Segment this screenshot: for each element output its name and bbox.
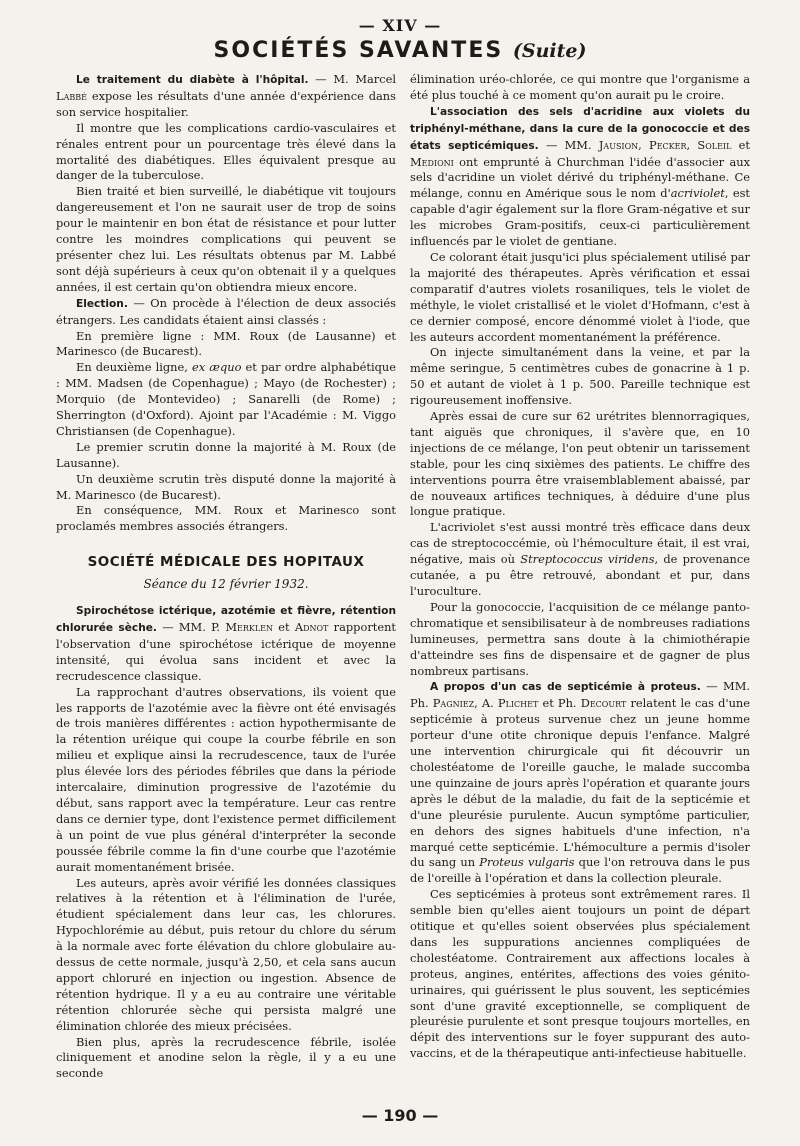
paragraph: Bien traité et bien surveillé, le diabétique vit toujours dangereusement et l'on ne saurait user de trop de soins pour le maintenir en bon état de résistance et pour lutter contre les moindres complications qui peuvent se présenter chez lui. Les résultats obtenus par M. Labbé sont déjà supérieurs à ceux qu'on obtenait il y a quelques années, il est certain qu'on obtiendra mieux encore. <box>56 184 396 294</box>
author-name: Merklen <box>225 620 273 634</box>
paragraph: Ces septicémies à proteus sont extrêmement rares. Il semble bien qu'elles aient toujours un point de départ otitique et qu'elles soient observées plus spécialement dans les suppurations anciennes compliquées de cholestéatome. Contrairement aux affections locales à proteus, angines, entérites, affections des voies génito-urinaires, qui guérissent le plus souvent, les septicémies sont d'une gravité exceptionnelle, se compliquent de pleurésie purulente et sont presque toujours mortelles, en dépit des interventions sur le foyer suppurant des auto-vaccins, et de la thérapeutique anti-infectieuse habituelle. <box>410 887 750 1061</box>
header-title: SOCIÉTÉS SAVANTES <box>213 38 504 63</box>
paragraph: Le premier scrutin donne la majorité à M. Roux (de Lausanne). <box>56 439 396 470</box>
paragraph: L'acriviolet s'est aussi montré très efficace dans deux cas de streptococcémie, où l'hémoculture était, il est vrai, négative, mais où Streptococcus viridens, de provenance cutanée, a pu être retrouvé, abondant et pur, dans l'uroculture. <box>410 520 750 598</box>
paragraph: En deuxième ligne, ex æquo et par ordre alphabétique : MM. Madsen (de Copenhague) ; Mayo (de Rochester) ; Morquio (de Montevideo) ; Sanarelli (de Rome) ; Sherrington (d'Oxford). Ajoint par l'Académie : M. Viggo Christiansen (de Copenhague). <box>56 360 396 438</box>
author-name: Labbé <box>56 88 87 103</box>
author-name: Adnot <box>294 620 329 634</box>
author-name: Pagniez, A. Plichet <box>432 696 539 711</box>
paragraph: Bien plus, après la recrudescence fébrile, isolée cliniquement et anodine selon la règle, il y a eu une seconde <box>56 1034 396 1081</box>
header-suite: (Suite) <box>512 40 587 62</box>
paragraph: Pour la gonococcie, l'acquisition de ce mélange panto-chromatique et sensibilisateur à de nombreuses radiations lumineuses, permettra sans doute à la chimiothérapie d'atteindre ses fins de dispensaire et de gagner de plus nombreux partisans. <box>410 599 750 678</box>
article-diabete: Le traitement du diabète à l'hôpital. — M. Marcel Labbé expose les résultats d'une année d'expérience dans son service hospitalier. <box>56 72 396 119</box>
article-title: L'association des sels d'acridine aux violets du triphényl-méthane, dans la cure de la gonococcie et des états septicémiques. <box>410 105 750 152</box>
article-title: Le traitement du diabète à l'hôpital. <box>76 74 309 86</box>
paragraph: La rapprochant d'autres observations, ils voient que les rapports de l'azotémie avec la fièvre ont été envisagés de trois manières différentes : action hypothermisante de la rétention uréique qui coupe la courbe fébrile en son milieu et explique ainsi la recrudescence, taux de l'urée plus élevée lors des périodes fébriles que dans la période intercalaire, diminution progressive de l'azotémie du début, sans rapport avec la température. Leur cas rentre dans ce dernier type, dont l'existence permet difficilement à un point de vue plus général d'interpréter la seconde poussée fébrile comme la fin d'une courbe que l'azotémie aurait momentanément brisée. <box>56 684 396 874</box>
paragraph: En conséquence, MM. Roux et Marinesco sont proclamés membres associés étrangers. <box>56 503 396 534</box>
article-election: Election. — On procède à l'élection de deux associés étrangers. Les candidats étaient ainsi classés : <box>56 295 396 327</box>
article-title: Election. <box>76 297 128 310</box>
roman-page-number: — XIV — <box>358 16 442 35</box>
article-proteus: A propos d'un cas de septicémie à proteus. — MM. Ph. Pagniez, A. Plichet et Ph. Decourt relatent le cas d'une septicémie à proteus survenue chez un jeune homme porteur d'une otite chronique depuis l'enfance. Malgré une intervention chirurgicale qui fit découvrir un cholestéatome de l'oreille gauche, le malade succomba une quinzaine de jours après l'opération et quarante jours après le début de la maladie, du fait de la septicémie et d'une pleurésie purulente. Aucun symptôme particulier, en dehors des signes habituels d'une infection, n'a marqué cette septicémie. L'hémoculture a permis d'isoler du sang un Proteus vulgaris que l'on retrouva dans le pus de l'oreille à l'opération et dans la collection pleurale. <box>410 679 750 886</box>
article-title: Spirochétose ictérique, azotémie et fièvre, rétention chlorurée sèche. <box>56 605 396 634</box>
paragraph: Les auteurs, après avoir vérifié les données classiques relatives à la rétention et à l'élimination de l'urée, étudient spécialement dans leur cas, les chlorures. Hypochlorémie au début, puis retour du chlore du sérum à la normale avec forte élévation du chlore globulaire au-dessus de cette normale, jusqu'à 2,50, et cela sans aucun apport chloruré en injection ou ingestion. Absence de rétention hydrique. Il y a eu au contraire une véritable rétention chlorurée sèche qui persista malgré une élimination chlorée des mieux précisées. <box>56 875 396 1033</box>
paragraph: On injecte simultanément dans la veine, et par la même seringue, 5 centimètres cubes de gonacrine à 1 p. 50 et autant de violet à 1 p. 500. Pareille technique est rigoureusement inoffensive. <box>410 345 750 408</box>
author-name: Decourt <box>580 696 627 711</box>
right-column <box>410 72 750 1062</box>
paragraph: Il montre que les complications cardio-vasculaires et rénales entrent pour un pourcentage très élevé dans la mortalité des diabétiques. Elles équivalent presque au danger de la tuberculose. <box>56 120 396 183</box>
left-column <box>56 72 396 1082</box>
author-name: Medioni <box>410 154 454 169</box>
paragraph: Après essai de cure sur 62 urétrites blennorragiques, tant aiguës que chroniques, il s'avère que, en 10 injections de ce mélange, l'on peut obtenir un tarissement stable, pour les cinq sixièmes des patients. Le chiffre des interventions pourra être vraisemblablement abaissé, par de nouveaux artifices techniques, à déduire d'une plus longue pratique. <box>410 409 750 519</box>
article-spirochetose: Spirochétose ictérique, azotémie et fièvre, rétention chlorurée sèche. — MM. P. Merklen et Adnot rapportent l'observation d'une spirochétose ictérique de moyenne intensité, qui évolua sans incident et avec la recrudescence classique. <box>56 605 397 683</box>
page-header <box>0 38 800 63</box>
paragraph: élimination uréo-chlorée, ce qui montre que l'organisme a été plus touché à ce moment qu'on aurait pu le croire. <box>410 72 750 102</box>
paragraph: Ce colorant était jusqu'ici plus spécialement utilisé par la majorité des thérapeutes. Après vérification et essai comparatif d'autres violets rosaniliques, tels le violet de méthyle, le violet cristallisé et le violet d'Hofmann, c'est à ce dernier composé, encore dénommé violet à l'iode, que les auteurs accordent momentanément la préférence. <box>410 249 750 344</box>
article-title: A propos d'un cas de septicémie à proteus. <box>430 681 701 694</box>
section-title: SOCIÉTÉ MÉDICALE DES HOPITAUX <box>87 554 365 571</box>
session-date: Séance du 12 février 1932. <box>143 577 309 592</box>
author-name: Jausion, Pecker, Soleil <box>598 137 732 152</box>
paragraph: Un deuxième scrutin très disputé donne la majorité à M. Marinesco (de Bucarest). <box>56 471 396 502</box>
paragraph: En première ligne : MM. Roux (de Lausanne) et Marinesco (de Bucarest). <box>56 328 396 359</box>
article-acridine: L'association des sels d'acridine aux violets du triphényl-méthane, dans la cure de la gonococcie et des états septicémiques. — MM. Jausion, Pecker, Soleil et Medioni ont emprunté à Churchman l'idée d'associer aux sels d'acridine un violet dérivé du triphényl-méthane. Ce mélange, connu en Amérique sous le nom d'acriviolet, est capable d'agir également sur la flore Gram-négative et sur les microbes Gram-positifs, ceux-ci particulièrement influencés par le violet de gentiane. <box>410 105 751 249</box>
page-number: — 190 — <box>361 1106 439 1125</box>
